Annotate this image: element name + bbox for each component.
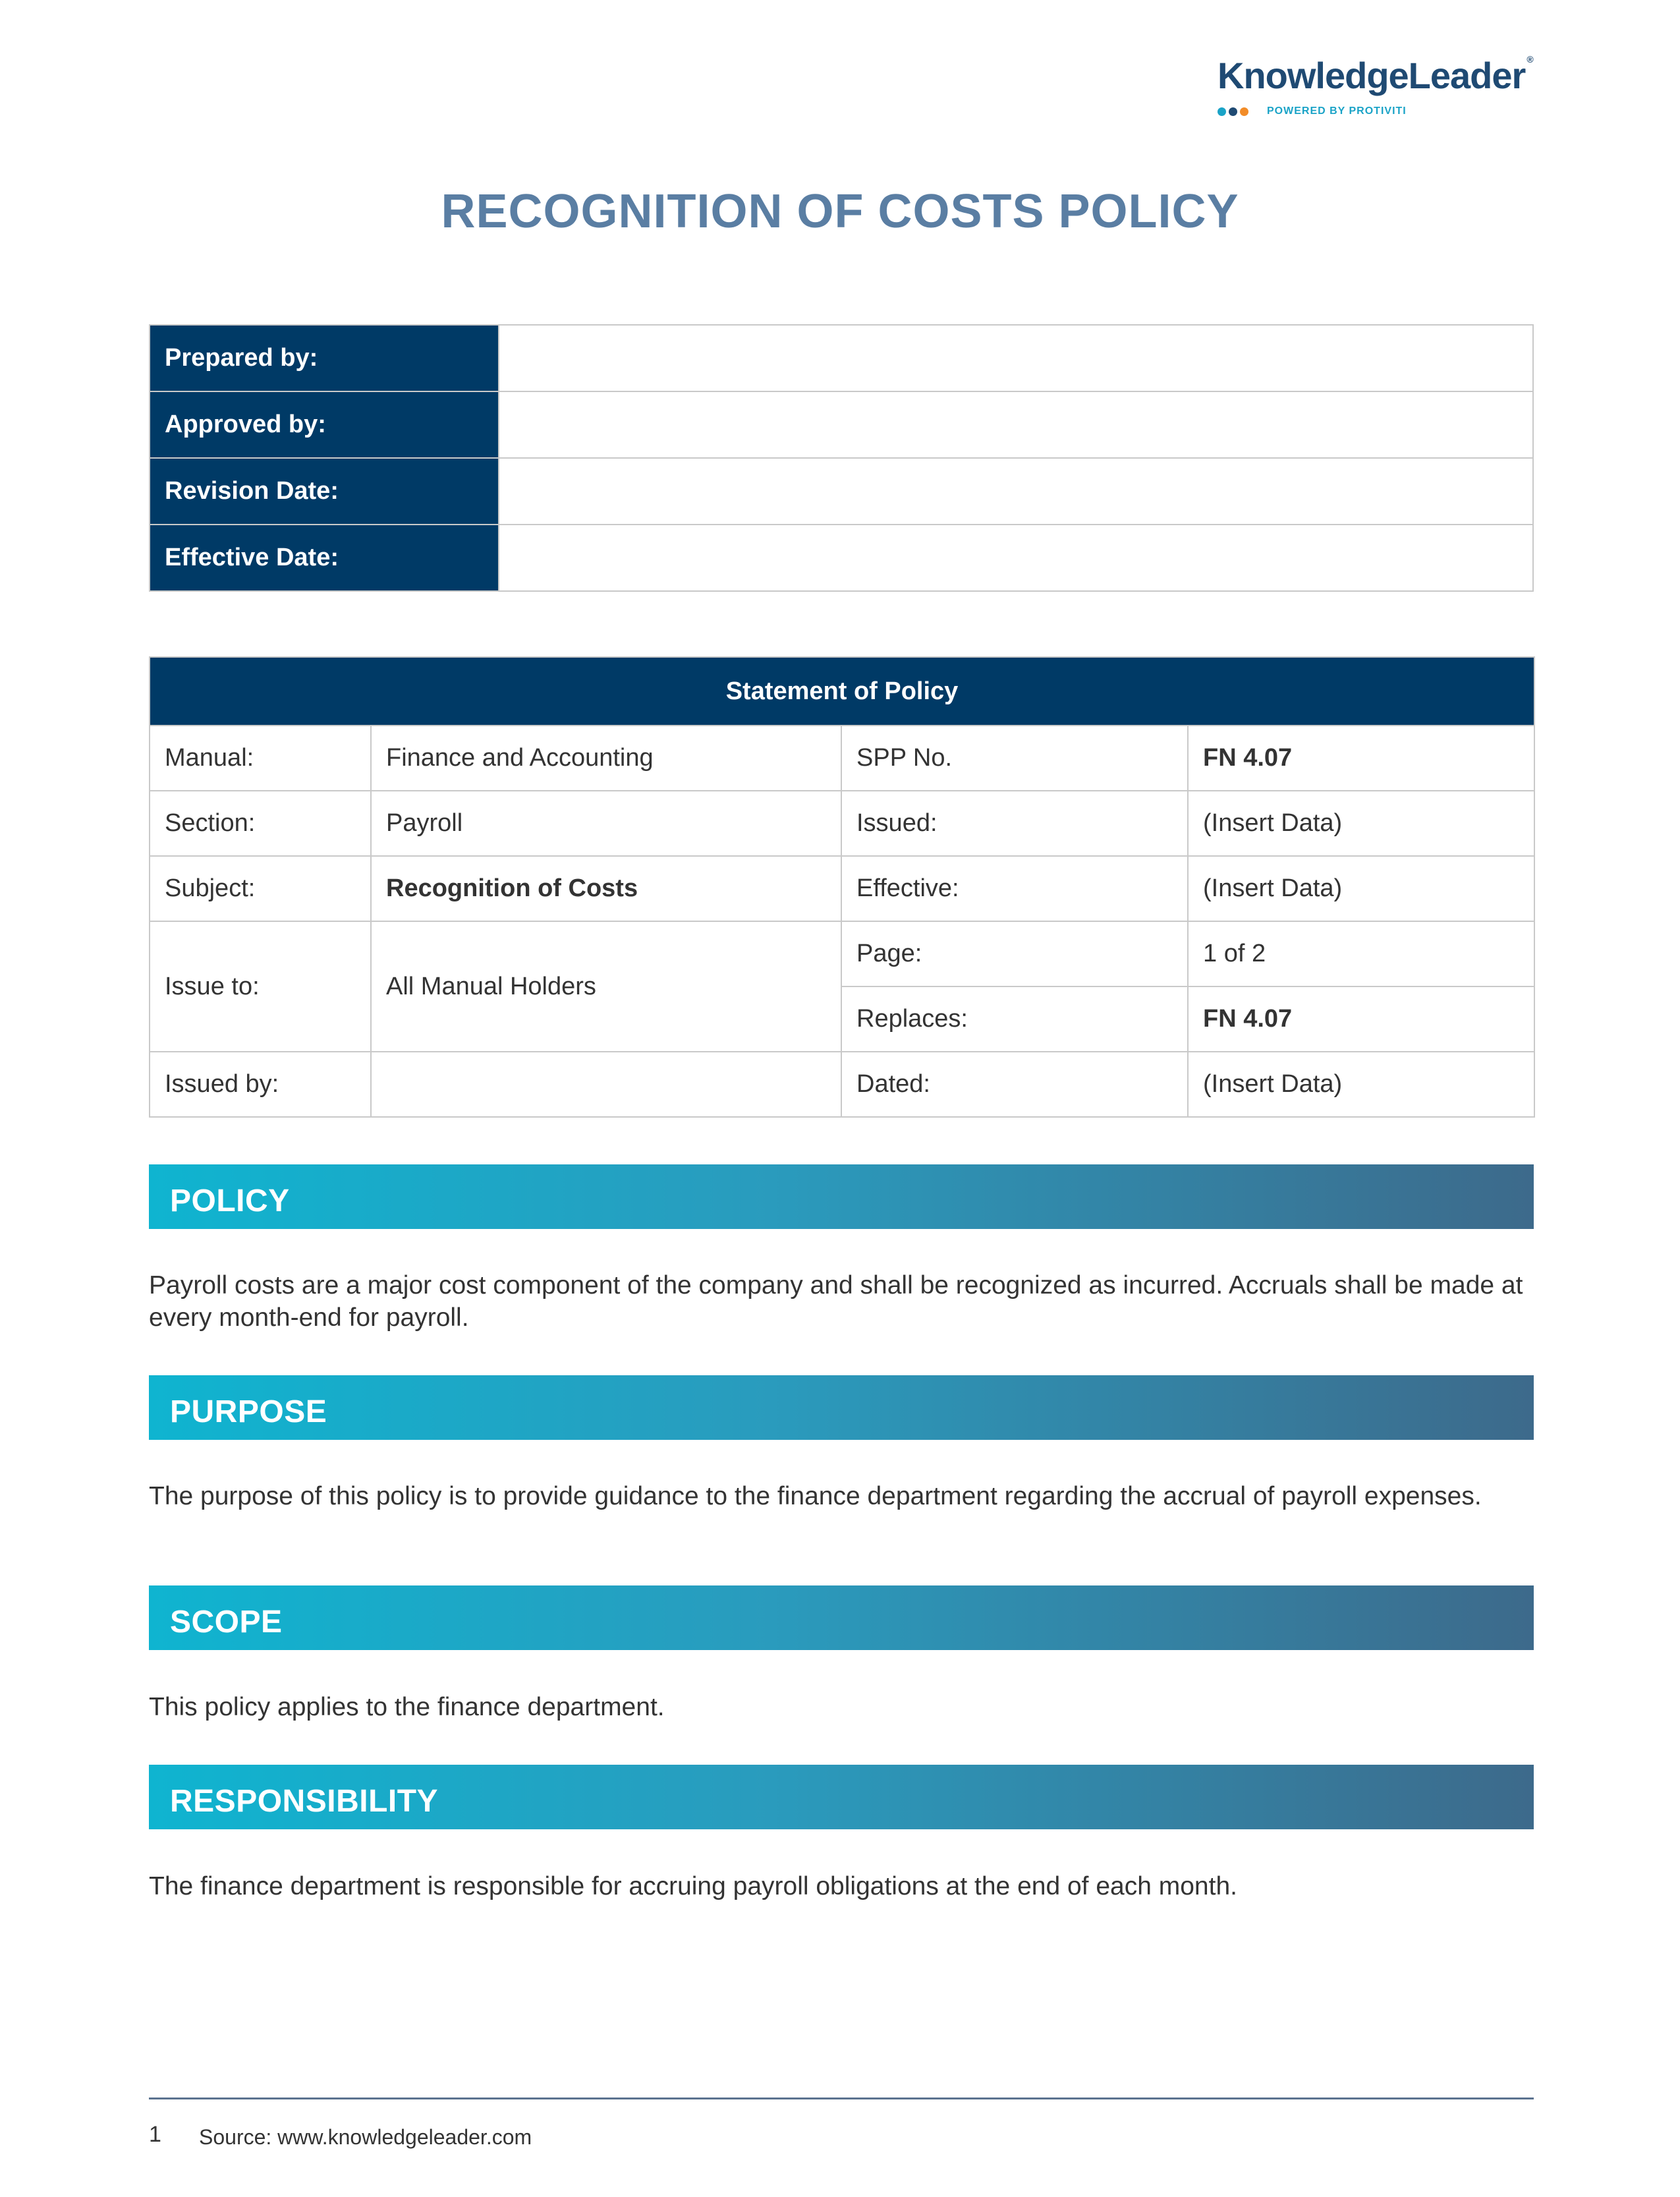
table-row: [150, 391, 1533, 458]
statement-of-policy-table: [149, 656, 1535, 1118]
effective-date-value[interactable]: [499, 525, 1533, 591]
approved-by-value[interactable]: [499, 391, 1533, 458]
dated-label: Dated:: [841, 1052, 1188, 1117]
effective-label: Effective:: [841, 856, 1188, 921]
issued-by-value: [371, 1052, 841, 1117]
footer-divider: [149, 2097, 1534, 2099]
issue-to-label: Issue to:: [150, 921, 371, 1052]
policy-body: Payroll costs are a major cost component of the company and shall be recognized as incurred. Accruals shall be made at every month-end for payroll.: [149, 1271, 1523, 1332]
replaces-label: Replaces:: [841, 986, 1188, 1052]
page-title: RECOGNITION OF COSTS POLICY: [441, 185, 1239, 238]
table-row: [150, 856, 1534, 921]
logo-wordmark: KnowledgeLeader ®: [1218, 54, 1533, 96]
table-row: [150, 791, 1534, 856]
revision-date-label: Revision Date:: [150, 458, 499, 525]
spp-label: SPP No.: [841, 726, 1188, 791]
page-number: 1: [149, 2122, 161, 2147]
page-value: 1 of 2: [1188, 921, 1534, 986]
responsibility-body: The finance department is responsible for accruing payroll obligations at the end of each month.: [149, 1872, 1237, 1900]
purpose-body: The purpose of this policy is to provide guidance to the finance department regarding the accrual of payroll expenses.: [149, 1482, 1482, 1510]
revision-date-value[interactable]: [499, 458, 1533, 525]
logo-tagline-row: [1218, 105, 1407, 117]
scope-section-bar: [149, 1585, 1534, 1650]
subject-value: Recognition of Costs: [371, 856, 841, 921]
approved-by-label: Approved by:: [150, 391, 499, 458]
statement-header: Statement of Policy: [150, 657, 1534, 726]
responsibility-section-bar: [149, 1765, 1534, 1829]
issued-by-label: Issued by:: [150, 1052, 371, 1117]
manual-value: Finance and Accounting: [371, 726, 841, 791]
effective-date-label: Effective Date:: [150, 525, 499, 591]
manual-label: Manual:: [150, 726, 371, 791]
subject-label: Subject:: [150, 856, 371, 921]
table-row: [150, 458, 1533, 525]
spp-value: FN 4.07: [1188, 726, 1534, 791]
prepared-by-value[interactable]: [499, 325, 1533, 391]
prepared-by-label: Prepared by:: [150, 325, 499, 391]
dated-value: (Insert Data): [1188, 1052, 1534, 1117]
table-row: [150, 325, 1533, 391]
scope-heading: SCOPE: [170, 1605, 283, 1640]
issued-value: (Insert Data): [1188, 791, 1534, 856]
document-meta-table: [149, 324, 1534, 592]
responsibility-heading: RESPONSIBILITY: [170, 1784, 439, 1819]
logo-tagline: POWERED BY PROTIVITI: [1267, 105, 1407, 117]
logo-dot-icon: [1240, 107, 1248, 116]
table-header-row: [150, 657, 1534, 726]
table-row: [150, 921, 1534, 986]
logo-dot-icon: [1218, 107, 1226, 116]
purpose-heading: PURPOSE: [170, 1394, 327, 1429]
knowledgeleader-logo: [1218, 54, 1534, 127]
section-value: Payroll: [371, 791, 841, 856]
page-label: Page:: [841, 921, 1188, 986]
issued-label: Issued:: [841, 791, 1188, 856]
policy-section-bar: [149, 1164, 1534, 1229]
logo-dot-icon: [1229, 107, 1237, 116]
table-row: [150, 726, 1534, 791]
issue-to-value: All Manual Holders: [371, 921, 841, 1052]
policy-heading: POLICY: [170, 1184, 290, 1218]
table-row: [150, 525, 1533, 591]
effective-value: (Insert Data): [1188, 856, 1534, 921]
purpose-section-bar: [149, 1375, 1534, 1440]
table-row: [150, 1052, 1534, 1117]
replaces-value: FN 4.07: [1188, 986, 1534, 1052]
footer-source: Source: www.knowledgeleader.com: [199, 2125, 532, 2149]
scope-body: This policy applies to the finance department.: [149, 1693, 665, 1721]
section-label: Section:: [150, 791, 371, 856]
